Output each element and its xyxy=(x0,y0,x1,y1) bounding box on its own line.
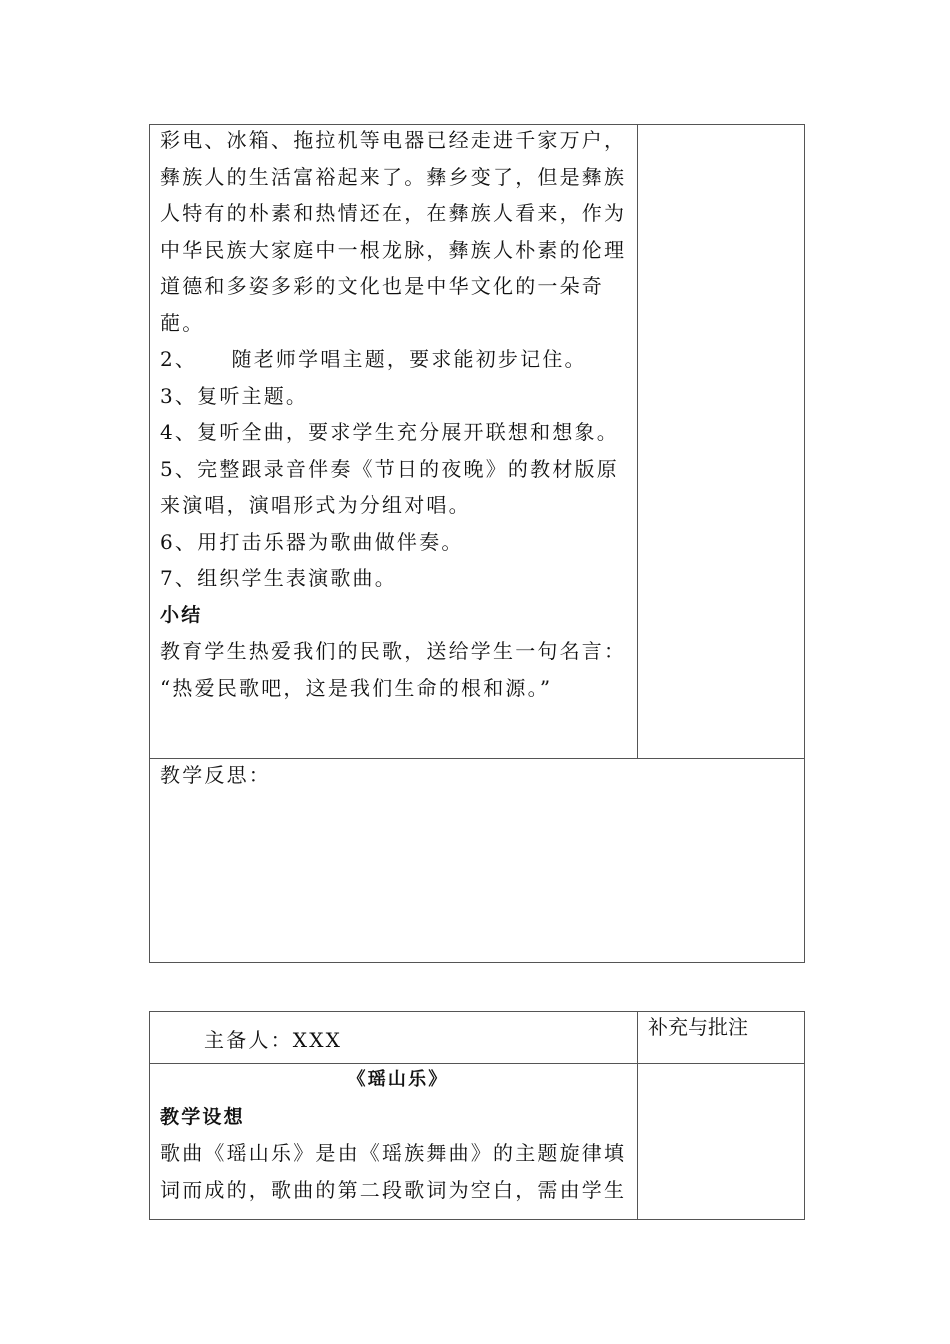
main-content-cell xyxy=(160,122,636,706)
lesson-plan-table-1 xyxy=(149,124,805,963)
main-line-1: 彩电、冰箱、拖拉机等电器已经走进千家万户， xyxy=(160,128,627,152)
summary-line-1: 教育学生热爱我们的民歌，送给学生一句名言： xyxy=(160,639,627,663)
step-3: 3、复听主题。 xyxy=(160,383,309,408)
main-line-2: 彝族人的生活富裕起来了。彝乡变了，但是彝族 xyxy=(160,164,627,189)
design-heading: 教学设想 xyxy=(160,1105,245,1128)
notes-header: 补充与批注 xyxy=(648,1015,748,1039)
summary-heading: 小结 xyxy=(160,603,203,626)
main-line-4: 中华民族大家庭中一根龙脉，彝族人朴素的伦理 xyxy=(160,237,627,262)
song-title: 《瑶山乐》 xyxy=(347,1069,449,1090)
summary-line-2: “热爱民歌吧，这是我们生命的根和源。” xyxy=(160,675,553,700)
step-6: 6、用打击乐器为歌曲做伴奏。 xyxy=(160,529,464,554)
design-line-1: 歌曲《瑶山乐》是由《瑶族舞曲》的主题旋律填 xyxy=(160,1141,627,1165)
notes-cell xyxy=(638,125,804,758)
main-line-5: 道德和多姿多彩的文化也是中华文化的一朵奇 xyxy=(160,274,604,298)
main-line-3: 人特有的朴素和热情还在，在彝族人看来，作为 xyxy=(160,201,627,225)
step-7: 7、组织学生表演歌曲。 xyxy=(160,566,397,590)
lesson-plan-table-2 xyxy=(149,1011,805,1220)
column-divider xyxy=(637,1012,638,1219)
step-4: 4、复听全曲，要求学生充分展开联想和想象。 xyxy=(160,420,619,444)
step-5-line-1: 5、完整跟录音伴奏《节日的夜晚》的教材版原 xyxy=(160,456,619,481)
preparer-label: 主备人：XXX xyxy=(204,1028,343,1052)
design-line-2: 词而成的，歌曲的第二段歌词为空白，需由学生 xyxy=(160,1177,627,1202)
main-line-6: 葩。 xyxy=(160,310,205,335)
design-content-cell xyxy=(160,1062,636,1208)
reflection-label: 教学反思： xyxy=(160,763,271,787)
step-2: 2、 随老师学唱主题，要求能初步记住。 xyxy=(160,347,587,371)
step-5-line-2: 来演唱，演唱形式为分组对唱。 xyxy=(160,493,471,517)
